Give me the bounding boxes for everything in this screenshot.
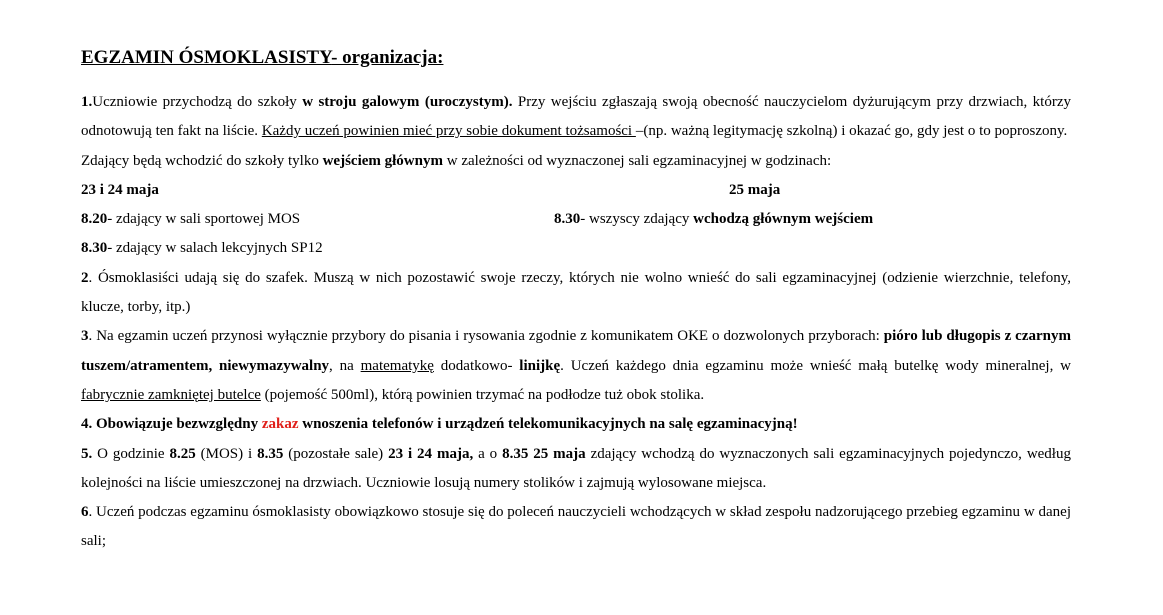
schedule-left-1: 8.20- zdający w sali sportowej MOS (81, 211, 301, 228)
document-body (81, 88, 1071, 557)
schedule-row-1 (81, 205, 1071, 234)
entrance-paragraph: Zdający będą wchodzić do szkoły tylko wejściem głównym w zależności od wyznaczonej sali egzaminacyjnej w godzinach: (81, 152, 832, 169)
paragraph-3: 3. Na egzamin uczeń przynosi wyłącznie przybory do pisania i rysowania zgodnie z komunikatem OKE o dozwolonych przyborach: pióro lub długopis z czarnym tuszem/atramentem, niewymazywalny, na matematykę dodatkowo- linijkę. Uczeń każdego dnia egzaminu może wnieść małą butelkę wody mineralnej, w fabrycznie zamkniętej butelce (pojemość 500ml), którą powinien trzymać na podłodze tuż obok stolika. (81, 328, 1072, 403)
page-title (81, 47, 443, 69)
item-number: 5. (81, 445, 93, 462)
paragraph-5: 5. O godzinie 8.25 (MOS) i 8.35 (pozostałe sale) 23 i 24 maja, a o 8.35 25 maja zdający wchodzą do wyznaczonych sali egzaminacyjnych pojedynczo, według kolejności na liście umieszczonej na drzwiach. Uczniowie losują numery stolików i zajmują wylosowane miejsca. (81, 445, 1071, 491)
paragraph-2: 2. Ósmoklasiści udają się do szafek. Muszą w nich pozostawić swoje rzeczy, których nie wolno wnieść do sali egzaminacyjnej (odzienie wierzchnie, telefony, klucze, torby, itp.) (81, 269, 1071, 316)
item-number: 2 (81, 269, 89, 286)
ban-word: zakaz (261, 416, 299, 433)
paragraph-4: 4. Obowiązuje bezwzględny zakaz wnoszenia telefonów i urządzeń telekomunikacyjnych na salę egzaminacyjną! (81, 416, 798, 433)
schedule-left-2: 8.30- zdający w salach lekcyjnych SP12 (81, 240, 323, 257)
paragraph-6: 6. Uczeń podczas egzaminu ósmoklasisty obowiązkowo stosuje się do poleceń nauczycieli wchodzących w skład zespołu nadzorującego przebieg egzaminu w danej sali; (81, 504, 1071, 550)
item-number: 3 (81, 328, 89, 345)
item-number: 1. (81, 94, 93, 110)
schedule-right-1: 8.30- wszyscy zdający wchodzą głównym wejściem (554, 211, 874, 228)
schedule-row-2 (81, 234, 1071, 263)
item-number: 4. (81, 416, 93, 433)
item-number: 6 (81, 504, 89, 521)
schedule-header-row (81, 176, 1071, 205)
schedule-right-heading: 25 maja (729, 181, 781, 198)
paragraph-1: 1.Uczniowie przychodzą do szkoły w stroju galowym (uroczystym). Przy wejściu zgłaszają swoją obecność nauczycielom dyżurującym przy drzwiach, którzy odnotowują ten fakt na liście. Każdy uczeń powinien mieć przy sobie dokument tożsamości –(np. ważną legitymację szkolną) i okazać go, gdy jest o to poproszony. (81, 94, 1072, 140)
title-suffix: - organizacja: (331, 47, 444, 68)
schedule-left-heading: 23 i 24 maja (81, 181, 159, 198)
title-main: EGZAMIN ÓSMOKLASISTY (81, 47, 332, 68)
